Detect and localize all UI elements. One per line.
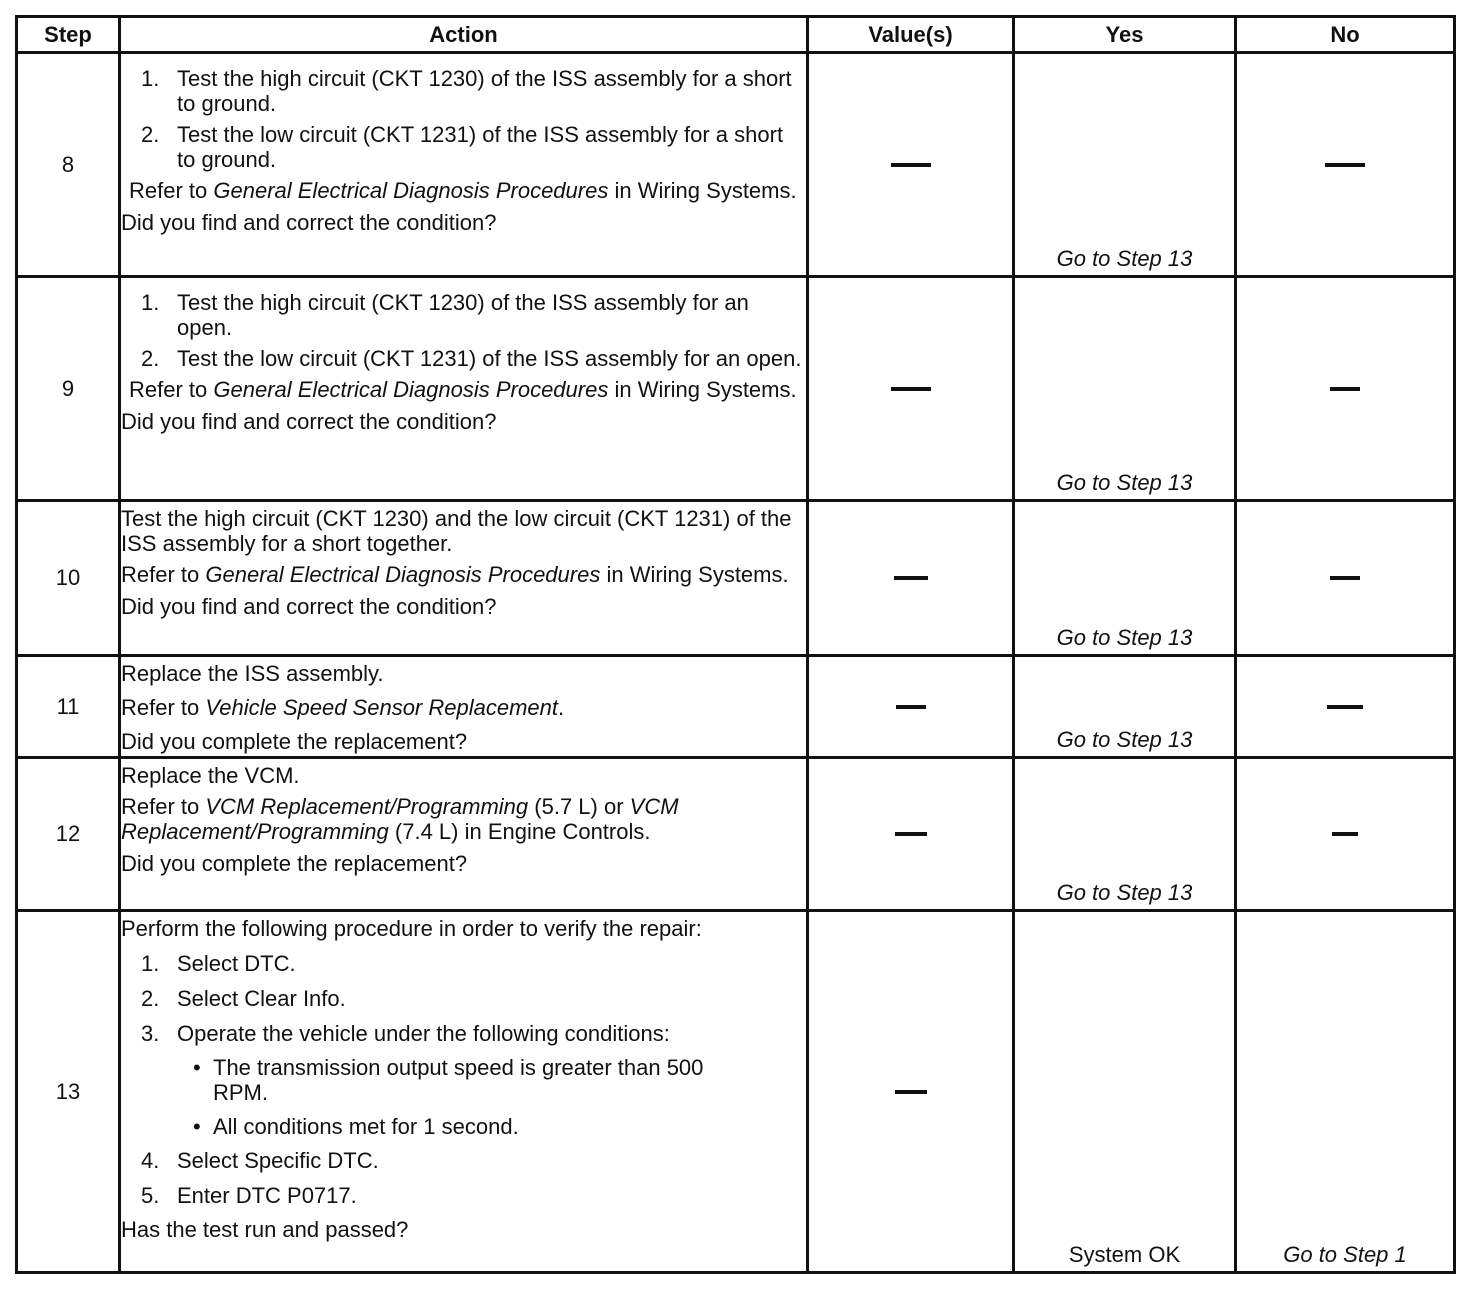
no-cell <box>1236 277 1455 501</box>
dash-mark <box>1327 705 1363 709</box>
step-number: 9 <box>17 277 120 501</box>
yes-cell <box>1014 656 1236 758</box>
dash-mark <box>896 705 926 709</box>
action-cell <box>120 911 808 1273</box>
bullet-item: • The transmission output speed is greater than 500 RPM. <box>193 1055 704 1105</box>
values-cell <box>808 758 1014 911</box>
action-cell <box>120 501 808 656</box>
list-item: 2. Select Clear Info. <box>141 986 346 1011</box>
step-number: 13 <box>17 911 120 1273</box>
question-text: Did you complete the replacement? <box>121 729 468 754</box>
yes-result: Go to Step 13 <box>1056 625 1193 650</box>
action-text: Replace the VCM. <box>121 763 300 788</box>
no-cell <box>1236 53 1455 277</box>
reference-text: Refer to VCM Replacement/Programming (5.7 L) or VCM Replacement/Programming (7.4 L) in Engine Controls. <box>121 794 679 844</box>
table-row <box>17 53 1455 277</box>
question-text: Did you find and correct the condition? <box>121 594 497 619</box>
action-text: Replace the ISS assembly. <box>121 661 384 686</box>
values-cell <box>808 656 1014 758</box>
reference-text: Refer to Vehicle Speed Sensor Replacement. <box>121 695 565 720</box>
list-item: 5. Enter DTC P0717. <box>141 1183 357 1208</box>
step-number: 12 <box>17 758 120 911</box>
header-row <box>17 17 1455 53</box>
header-no: No <box>1236 17 1455 53</box>
bullet-item: • All conditions met for 1 second. <box>193 1114 519 1139</box>
yes-result: Go to Step 13 <box>1056 880 1193 905</box>
list-item: 4. Select Specific DTC. <box>141 1148 379 1173</box>
reference-text: Refer to General Electrical Diagnosis Procedures in Wiring Systems. <box>129 178 797 203</box>
yes-cell <box>1014 758 1236 911</box>
list-item: 1. Select DTC. <box>141 951 296 976</box>
no-cell <box>1236 911 1455 1273</box>
yes-result: Go to Step 13 <box>1056 727 1193 752</box>
dash-mark <box>894 576 928 580</box>
action-cell <box>120 758 808 911</box>
list-item: 1. Test the high circuit (CKT 1230) of the ISS assembly for a short to ground. <box>141 66 792 116</box>
yes-cell <box>1014 277 1236 501</box>
dash-mark <box>891 387 931 391</box>
step-number: 8 <box>17 53 120 277</box>
diagnostic-table <box>15 15 1456 1274</box>
header-yes: Yes <box>1014 17 1236 53</box>
yes-result: Go to Step 13 <box>1056 246 1193 271</box>
dash-mark <box>895 1090 927 1094</box>
list-item: 2. Test the low circuit (CKT 1231) of the ISS assembly for a short to ground. <box>141 122 784 172</box>
yes-result: System OK <box>1068 1242 1181 1267</box>
dash-mark <box>1330 576 1360 580</box>
no-cell <box>1236 656 1455 758</box>
yes-cell <box>1014 501 1236 656</box>
values-cell <box>808 911 1014 1273</box>
action-cell <box>120 656 808 758</box>
no-cell <box>1236 758 1455 911</box>
table-row <box>17 277 1455 501</box>
values-cell <box>808 277 1014 501</box>
yes-cell <box>1014 53 1236 277</box>
dash-mark <box>891 163 931 167</box>
yes-result: Go to Step 13 <box>1056 470 1193 495</box>
list-item: 2. Test the low circuit (CKT 1231) of the ISS assembly for an open. <box>141 346 802 371</box>
dash-mark <box>1332 832 1358 836</box>
no-result: Go to Step 1 <box>1283 1242 1407 1267</box>
values-cell <box>808 501 1014 656</box>
step-number: 11 <box>17 656 120 758</box>
question-text: Did you find and correct the condition? <box>121 210 497 235</box>
step-number: 10 <box>17 501 120 656</box>
table-row <box>17 911 1455 1273</box>
question-text: Did you complete the replacement? <box>121 851 468 876</box>
action-cell <box>120 53 808 277</box>
no-cell <box>1236 501 1455 656</box>
list-item: 1. Test the high circuit (CKT 1230) of the ISS assembly for an open. <box>141 290 749 340</box>
yes-cell <box>1014 911 1236 1273</box>
reference-text: Refer to General Electrical Diagnosis Procedures in Wiring Systems. <box>121 562 789 587</box>
table-row <box>17 758 1455 911</box>
header-action: Action <box>120 17 808 53</box>
list-item: 3. Operate the vehicle under the following conditions: <box>141 1021 670 1046</box>
dash-mark <box>1325 163 1365 167</box>
header-values: Value(s) <box>808 17 1014 53</box>
dash-mark <box>1330 387 1360 391</box>
values-cell <box>808 53 1014 277</box>
reference-text: Refer to General Electrical Diagnosis Procedures in Wiring Systems. <box>129 377 797 402</box>
action-cell <box>120 277 808 501</box>
table-row <box>17 501 1455 656</box>
dash-mark <box>895 832 927 836</box>
action-text: Perform the following procedure in order to verify the repair: <box>121 916 702 941</box>
question-text: Did you find and correct the condition? <box>121 409 497 434</box>
action-text: Test the high circuit (CKT 1230) and the low circuit (CKT 1231) of the ISS assembly for a short together. <box>121 506 792 556</box>
question-text: Has the test run and passed? <box>121 1217 409 1242</box>
table-row <box>17 656 1455 758</box>
header-step: Step <box>17 17 120 53</box>
